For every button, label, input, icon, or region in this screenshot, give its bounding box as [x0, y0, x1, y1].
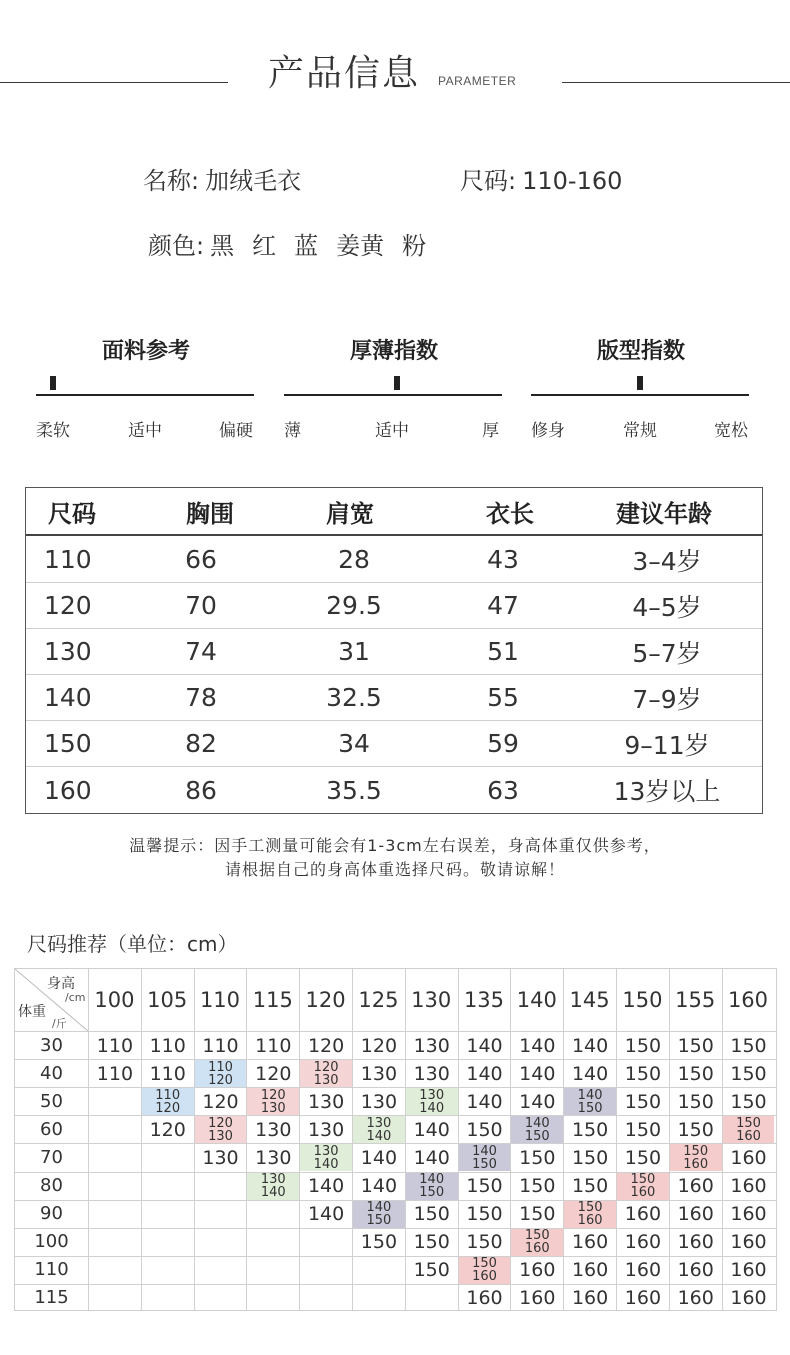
size-option: 140 [524, 1115, 550, 1131]
product-name [143, 166, 301, 196]
table-cell: 43 [487, 545, 519, 574]
size-option: 110 [208, 1059, 233, 1075]
product-name-value: 加绒毛衣 [205, 167, 302, 195]
size-recommend-cell: 150 [677, 1090, 714, 1113]
table-cell: 78 [185, 683, 217, 712]
color-option: 蓝 [294, 232, 319, 260]
size-recommend-cell [300, 1144, 352, 1171]
size-recommend-cell: 150 [571, 1118, 609, 1141]
index-label-high: 宽松 [714, 421, 748, 441]
size-recommend-cell: 150 [413, 1259, 450, 1282]
size-recommend-cell: 150 [571, 1175, 609, 1198]
size-recommend-cell: 140 [519, 1090, 556, 1113]
size-recommend-cell: 150 [413, 1203, 450, 1226]
size-recommend-cell: 150 [466, 1175, 503, 1198]
size-option: 140 [260, 1185, 286, 1201]
weight-label: 30 [40, 1034, 63, 1056]
color-option: 红 [252, 232, 277, 260]
size-recommend-cell: 110 [96, 1062, 134, 1085]
measurement-note-2: 请根据自己的身高体重选择尺码。敬请谅解！ [224, 860, 565, 879]
size-recommend-cell: 110 [149, 1062, 186, 1085]
size-recommend-cell: 160 [730, 1203, 767, 1226]
size-option: 150 [683, 1143, 709, 1159]
height-header: 155 [675, 988, 716, 1012]
table-cell: 82 [185, 729, 217, 758]
color-option: 黑 [210, 232, 235, 260]
height-header: 115 [252, 988, 293, 1012]
product-color-label: 颜色: [148, 232, 205, 260]
size-recommend-cell: 130 [202, 1146, 239, 1169]
weight-label: 50 [40, 1090, 63, 1112]
height-header: 145 [569, 988, 610, 1012]
size-recommend-cell: 160 [730, 1259, 767, 1282]
table-cell: 4–5岁 [632, 592, 702, 622]
size-recommend-cell [300, 1060, 352, 1087]
index-label-low: 修身 [531, 421, 565, 441]
size-option: 140 [419, 1100, 445, 1116]
size-option: 160 [736, 1128, 761, 1144]
weight-label: 115 [34, 1287, 69, 1309]
weight-label: 40 [40, 1062, 63, 1084]
size-option: 150 [524, 1228, 550, 1244]
height-header: 105 [147, 988, 188, 1012]
size-recommend-cell: 150 [624, 1118, 662, 1141]
height-header: 140 [516, 988, 557, 1012]
table-cell: 9–11岁 [624, 730, 710, 760]
size-recommend-cell [564, 1088, 616, 1115]
size-recommend-cell: 160 [519, 1287, 556, 1310]
table-cell: 63 [487, 775, 519, 805]
table-cell: 160 [44, 775, 92, 805]
index-title: 厚薄指数 [349, 339, 438, 364]
size-recommend-cell [195, 1116, 247, 1143]
size-recommend-cell: 160 [730, 1231, 767, 1254]
size-recommend-cell: 160 [730, 1287, 767, 1310]
size-recommend-cell [459, 1144, 511, 1171]
size-recommend-cell: 150 [466, 1203, 503, 1226]
index-label-mid: 适中 [375, 421, 409, 441]
size-table-header-cell: 尺码 [48, 499, 96, 528]
size-recommend-cell: 120 [360, 1034, 398, 1057]
size-recommend-cell: 130 [307, 1118, 345, 1141]
size-recommend-cell: 140 [307, 1203, 345, 1226]
size-option: 130 [366, 1115, 392, 1131]
index-label-low: 薄 [284, 421, 301, 441]
size-recommend-cell: 160 [730, 1175, 767, 1198]
size-recommend-cell: 150 [466, 1231, 503, 1254]
size-recommend-cell: 130 [413, 1062, 450, 1085]
size-recommend-cell [247, 1088, 299, 1115]
size-recommend-cell [406, 1173, 458, 1200]
table-cell: 3–4岁 [632, 546, 702, 576]
table-cell: 35.5 [326, 775, 382, 805]
size-option: 130 [419, 1087, 445, 1103]
size-option: 120 [313, 1059, 339, 1075]
size-recommend-cell: 160 [624, 1231, 662, 1254]
size-recommend-cell: 150 [730, 1090, 767, 1113]
product-name-label: 名称: [143, 167, 200, 195]
size-recommend-cell: 140 [413, 1146, 450, 1169]
size-recommend-cell [670, 1144, 722, 1171]
size-recommend-cell: 150 [624, 1034, 662, 1057]
size-recommend-cell: 140 [360, 1175, 398, 1198]
size-recommend-cell: 160 [624, 1287, 662, 1310]
index-label-high: 偏硬 [219, 421, 253, 441]
size-option: 150 [630, 1172, 656, 1188]
size-recommend-cell: 160 [519, 1259, 556, 1282]
table-cell: 13岁以上 [613, 777, 721, 806]
size-recommend-cell: 150 [677, 1034, 714, 1057]
size-table-header-cell: 胸围 [186, 499, 234, 528]
index-label-high: 厚 [482, 421, 499, 441]
index-marker [394, 376, 400, 390]
size-option: 150 [419, 1185, 445, 1201]
table-cell: 32.5 [326, 683, 382, 712]
size-recommend-cell: 150 [730, 1062, 767, 1085]
product-size-value: 110-160 [522, 167, 623, 195]
size-option: 140 [366, 1200, 392, 1216]
size-recommend-cell: 120 [307, 1034, 345, 1057]
size-option: 150 [472, 1256, 497, 1272]
size-recommend-cell [459, 1257, 511, 1284]
size-recommend-cell [617, 1173, 669, 1200]
size-recommend-cell [511, 1229, 563, 1256]
weight-label: 80 [40, 1175, 63, 1197]
size-option: 160 [524, 1241, 550, 1257]
height-header: 150 [622, 988, 663, 1012]
index-label-mid: 适中 [128, 421, 162, 441]
recommend-title: 尺码推荐（单位：cm） [27, 932, 238, 956]
table-cell: 59 [487, 729, 519, 758]
size-option: 150 [472, 1156, 497, 1172]
size-recommend-cell: 110 [149, 1034, 186, 1057]
size-recommend-cell: 120 [202, 1090, 239, 1113]
size-recommend-cell: 130 [360, 1062, 398, 1085]
table-cell: 74 [185, 637, 217, 666]
product-colors [148, 231, 444, 261]
size-recommend-cell: 150 [519, 1175, 556, 1198]
index-label-low: 柔软 [36, 421, 70, 441]
size-recommend-cell: 140 [466, 1062, 503, 1085]
size-option: 130 [260, 1172, 286, 1188]
size-option: 120 [208, 1072, 233, 1088]
corner-weight-unit: /斤 [52, 1017, 67, 1030]
size-option: 120 [208, 1115, 233, 1131]
size-recommend-cell: 140 [571, 1062, 609, 1085]
size-option: 140 [472, 1143, 497, 1159]
table-cell: 130 [44, 637, 92, 666]
size-option: 160 [472, 1269, 497, 1285]
table-cell: 7–9岁 [632, 684, 702, 714]
size-option: 140 [366, 1128, 392, 1144]
size-table-header-cell: 建议年龄 [616, 499, 712, 528]
size-option: 150 [524, 1128, 550, 1144]
size-recommend-cell [723, 1116, 775, 1143]
size-recommend-cell: 150 [360, 1231, 398, 1254]
size-recommend-cell: 150 [519, 1203, 556, 1226]
size-recommend-cell: 110 [255, 1034, 292, 1057]
weight-label: 110 [34, 1259, 69, 1281]
index-title: 版型指数 [596, 339, 685, 364]
size-recommend-cell: 160 [677, 1259, 714, 1282]
size-recommend-cell: 140 [466, 1090, 503, 1113]
index-title: 面料参考 [101, 339, 190, 364]
height-header: 125 [358, 988, 399, 1012]
height-header: 120 [305, 988, 346, 1012]
table-row [26, 767, 762, 813]
product-size [460, 166, 622, 196]
table-cell: 47 [487, 591, 519, 620]
size-table [25, 487, 763, 814]
size-recommend-cell [406, 1088, 458, 1115]
size-recommend-cell: 160 [624, 1203, 662, 1226]
size-recommend-cell: 130 [413, 1034, 450, 1057]
size-recommend-cell: 150 [571, 1146, 609, 1169]
height-header: 110 [199, 988, 241, 1012]
size-recommend-cell: 140 [360, 1146, 398, 1169]
table-cell: 5–7岁 [632, 638, 702, 668]
table-row [26, 721, 762, 767]
size-option: 140 [577, 1087, 603, 1103]
product-size-label: 尺码: [460, 167, 517, 195]
size-recommend-cell: 150 [466, 1118, 503, 1141]
size-recommend-cell: 160 [466, 1287, 503, 1310]
corner-height-label: 身高 [47, 976, 75, 992]
page-subtitle: PARAMETER [438, 74, 517, 88]
size-recommend-cell: 140 [571, 1034, 609, 1057]
table-cell: 70 [185, 591, 217, 620]
height-header: 100 [94, 988, 135, 1012]
table-row [26, 583, 762, 629]
table-cell: 110 [44, 545, 92, 574]
size-recommend-cell [142, 1088, 194, 1115]
size-recommend-cell: 160 [677, 1231, 714, 1254]
size-recommend-cell: 120 [255, 1062, 292, 1085]
size-table-header-cell: 衣长 [486, 499, 534, 528]
weight-label: 70 [40, 1146, 63, 1168]
index-track [531, 394, 749, 396]
weight-label: 60 [40, 1118, 63, 1140]
size-option: 130 [208, 1128, 233, 1144]
size-recommend-cell: 160 [730, 1146, 767, 1169]
table-cell: 31 [338, 637, 370, 666]
size-recommend-cell: 120 [149, 1118, 186, 1141]
size-recommend-cell: 140 [413, 1118, 450, 1141]
size-table-header [26, 488, 762, 536]
index-label-mid: 常规 [623, 421, 657, 441]
table-cell: 55 [487, 683, 519, 712]
weight-label: 90 [40, 1203, 63, 1225]
size-recommend-cell: 160 [571, 1259, 609, 1282]
size-option: 150 [577, 1200, 603, 1216]
size-recommend-cell: 150 [677, 1118, 714, 1141]
corner-height-unit: /cm [65, 991, 86, 1004]
table-row [26, 537, 762, 583]
table-cell: 140 [44, 683, 92, 712]
size-option: 150 [577, 1100, 603, 1116]
size-recommend-cell: 150 [519, 1146, 556, 1169]
index-track [36, 394, 254, 396]
size-option: 140 [419, 1172, 445, 1188]
header-divider-right [562, 82, 790, 83]
size-recommend-cell: 130 [307, 1090, 345, 1113]
table-row [26, 629, 762, 675]
size-option: 160 [577, 1213, 603, 1229]
size-recommend-cell: 140 [466, 1034, 503, 1057]
size-recommend-cell: 110 [202, 1034, 239, 1057]
size-recommend-grid [14, 968, 777, 1311]
size-recommend-cell: 130 [255, 1146, 292, 1169]
size-recommend-cell: 160 [571, 1287, 609, 1310]
size-option: 120 [155, 1100, 181, 1116]
size-option: 160 [630, 1185, 656, 1201]
size-option: 130 [260, 1100, 286, 1116]
size-recommend-cell: 130 [360, 1090, 398, 1113]
size-recommend-cell [564, 1201, 616, 1228]
measurement-note: 温馨提示：因手工测量可能会有1-3cm左右误差，身高体重仅供参考， [129, 836, 661, 855]
size-recommend-cell [247, 1173, 299, 1200]
size-option: 130 [313, 1143, 339, 1159]
color-option: 粉 [402, 232, 427, 260]
weight-label: 100 [34, 1231, 69, 1253]
table-cell: 34 [338, 729, 370, 758]
table-cell: 66 [185, 545, 217, 574]
size-recommend-cell: 160 [677, 1203, 714, 1226]
size-recommend-cell: 150 [730, 1034, 767, 1057]
size-recommend-cell: 140 [307, 1175, 345, 1198]
size-recommend-cell: 150 [413, 1231, 450, 1254]
size-option: 110 [155, 1087, 181, 1103]
table-cell: 28 [338, 545, 370, 574]
page-title: 产品信息 [268, 53, 421, 94]
size-recommend-cell: 150 [624, 1062, 662, 1085]
size-option: 160 [683, 1156, 709, 1172]
size-recommend-cell: 130 [255, 1118, 292, 1141]
size-recommend-cell: 160 [677, 1175, 714, 1198]
size-recommend-cell: 160 [571, 1231, 609, 1254]
size-recommend-cell [353, 1201, 405, 1228]
index-marker [50, 376, 56, 390]
corner-weight-label: 体重 [18, 1004, 46, 1020]
table-cell: 120 [44, 591, 92, 620]
size-recommend-cell: 150 [677, 1062, 714, 1085]
size-recommend-cell [195, 1060, 247, 1087]
table-row [26, 675, 762, 721]
height-header: 135 [463, 988, 505, 1012]
table-cell: 86 [185, 775, 217, 805]
table-cell: 150 [44, 729, 92, 758]
size-recommend-cell: 140 [519, 1034, 556, 1057]
size-option: 120 [260, 1087, 286, 1103]
table-cell: 51 [487, 637, 519, 666]
size-option: 130 [313, 1072, 339, 1088]
size-recommend-cell: 150 [624, 1146, 662, 1169]
index-marker [637, 376, 643, 390]
size-recommend-cell [511, 1116, 563, 1143]
index-track [284, 394, 502, 396]
header-divider-left [0, 82, 228, 83]
size-option: 140 [313, 1156, 339, 1172]
size-recommend-cell: 160 [624, 1259, 662, 1282]
size-recommend-cell: 110 [96, 1034, 134, 1057]
size-recommend-cell: 160 [677, 1287, 714, 1310]
height-header: 130 [411, 988, 452, 1012]
size-recommend-cell [353, 1116, 405, 1143]
size-recommend-cell: 150 [624, 1090, 662, 1113]
height-header: 160 [727, 988, 769, 1012]
size-option: 150 [736, 1115, 761, 1131]
size-recommend-cell: 140 [519, 1062, 556, 1085]
size-table-header-cell: 肩宽 [326, 499, 374, 528]
color-option: 姜黄 [336, 232, 385, 260]
size-option: 150 [366, 1213, 392, 1229]
table-cell: 29.5 [326, 591, 382, 620]
